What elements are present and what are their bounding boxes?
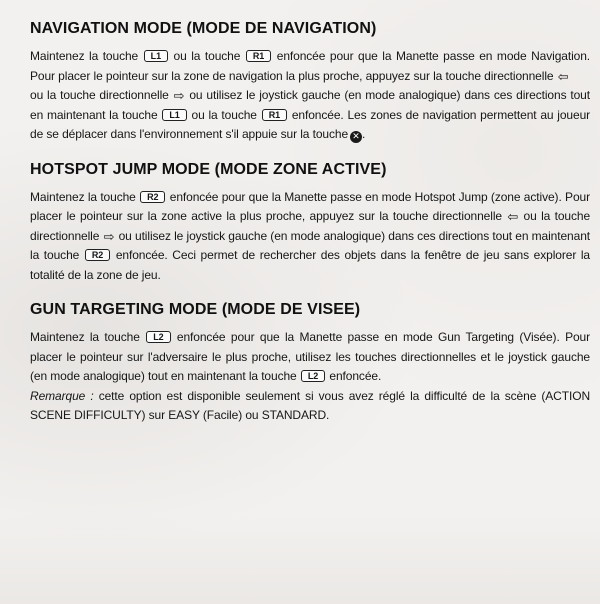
remark-label: Remarque : [30, 388, 94, 403]
hotspot-jump-paragraph [30, 188, 590, 286]
gun-targeting-paragraph [30, 328, 590, 426]
navigation-mode-section [30, 20, 590, 145]
gun-targeting-section [30, 301, 590, 426]
text-fragment: enfoncée. Les zones de navigation permettent au joueur de se déplacer dans l'environnement s'il appuie sur la touche [30, 107, 591, 141]
text-fragment: ou utilisez le joystick gauche (en mode analogique) dans ces directions tout en maintenant la touche [30, 228, 591, 262]
text-fragment: Maintenez la touche [30, 49, 139, 63]
l1-button-icon: L1 [144, 50, 168, 62]
l1-button-icon: L1 [162, 109, 186, 121]
text-fragment: enfoncée pour que la Manette passe en mode Navigation. Pour placer le pointeur sur la zone de navigation la plus proche, appuyez sur la touche directionnelle [30, 49, 591, 83]
text-fragment: enfoncée pour que la Manette passe en mode Gun Targeting (Visée). Pour placer le pointeur sur l'adversaire le plus proche, utilisez les touches directionnelles et le joystick gauche (en mode analogique) tout en maintenant la touche [30, 330, 591, 383]
right-arrow-icon: ⇨ [173, 89, 185, 104]
r1-button-icon: R1 [246, 50, 271, 62]
text-fragment: ou la touche directionnelle [30, 209, 591, 243]
navigation-mode-paragraph [30, 47, 590, 145]
page-content [30, 20, 590, 442]
left-arrow-icon: ⇦ [557, 69, 569, 85]
remark-text: cette option est disponible seulement si vous avez réglé la difficulté de la scène (ACTION SCENE DIFFICULTY) sur EASY (Facile) ou STANDARD. [30, 388, 591, 422]
text-fragment: . [362, 127, 366, 141]
page-texture [0, 514, 600, 604]
r2-button-icon: R2 [85, 249, 110, 261]
hotspot-jump-section [30, 161, 590, 286]
navigation-mode-heading: NAVIGATION MODE (MODE DE NAVIGATION) [30, 20, 377, 37]
text-fragment: enfoncée pour que la Manette passe en mode Hotspot Jump (zone active). Pour placer le pointeur sur la zone active la plus proche, appuyez sur la touche directionnelle [30, 189, 590, 223]
hotspot-jump-heading: HOTSPOT JUMP MODE (MODE ZONE ACTIVE) [30, 160, 387, 178]
text-fragment: ou la touche [191, 107, 257, 122]
r2-button-icon: R2 [140, 191, 165, 203]
text-fragment: enfoncée. Ceci permet de rechercher des objets dans la fenêtre de jeu sans explorer la totalité de la zone de jeu. [30, 248, 590, 282]
left-arrow-icon: ⇦ [507, 210, 519, 225]
text-fragment: Maintenez la touche [30, 189, 136, 204]
text-fragment: ou la touche directionnelle [30, 88, 169, 102]
text-fragment: enfoncée. [329, 369, 382, 383]
l2-button-icon: L2 [301, 370, 325, 382]
text-fragment: ou utilisez le joystick gauche (en mode analogique) dans ces directions tout en maintenant la touche [30, 88, 590, 122]
text-fragment: ou la touche [173, 49, 241, 63]
right-arrow-icon: ⇨ [103, 229, 115, 245]
text-fragment: Maintenez la touche [30, 330, 140, 344]
gun-targeting-heading: GUN TARGETING MODE (MODE DE VISEE) [30, 301, 361, 318]
cross-button-icon: ✕ [350, 131, 362, 143]
r1-button-icon: R1 [262, 109, 287, 121]
l2-button-icon: L2 [146, 331, 170, 343]
